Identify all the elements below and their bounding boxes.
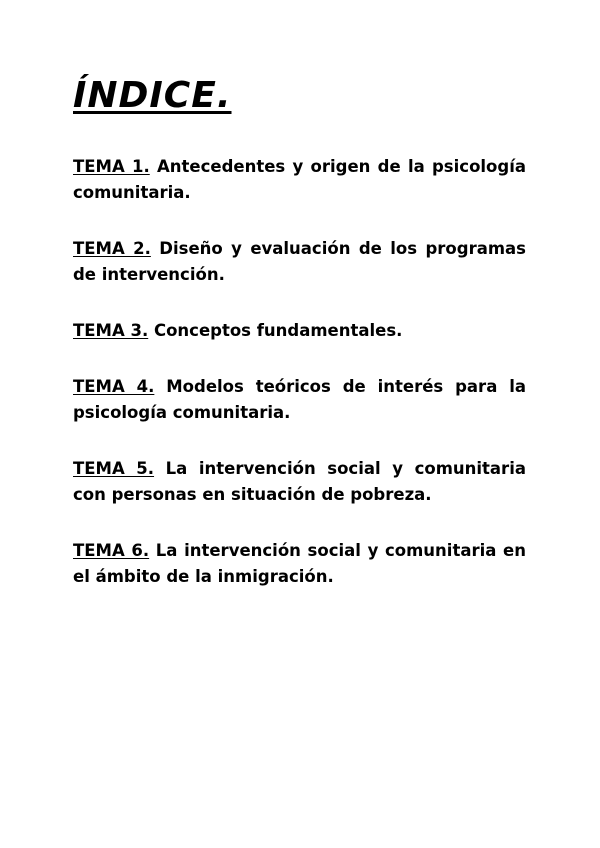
index-entry-4 <box>73 374 526 426</box>
index-entry-5 <box>73 456 526 508</box>
entry-text: Modelos teóricos de interés para la psicología comunitaria. <box>73 377 527 422</box>
entry-text: Antecedentes y origen de la psicología comunitaria. <box>73 157 526 202</box>
entry-label: TEMA 2. <box>73 239 151 258</box>
entry-text: La intervención social y comunitaria en el ámbito de la inmigración. <box>73 541 526 586</box>
index-entry-6 <box>73 538 526 590</box>
entry-label: TEMA 6. <box>73 541 150 560</box>
entry-label: TEMA 1. <box>73 157 150 176</box>
entry-label: TEMA 3. <box>73 321 149 340</box>
entry-text: La intervención social y comunitaria con personas en situación de pobreza. <box>73 459 526 504</box>
entry-label: TEMA 4. <box>73 377 155 396</box>
index-entry-3 <box>73 318 526 344</box>
index-entry-2 <box>73 236 526 288</box>
entry-text: Conceptos fundamentales. <box>153 321 403 340</box>
index-entry-1 <box>73 154 526 206</box>
page-title: ÍNDICE. <box>73 75 232 116</box>
entry-label: TEMA 5. <box>73 459 155 478</box>
entry-text: Diseño y evaluación de los programas de intervención. <box>73 239 527 284</box>
document-page <box>73 72 526 620</box>
